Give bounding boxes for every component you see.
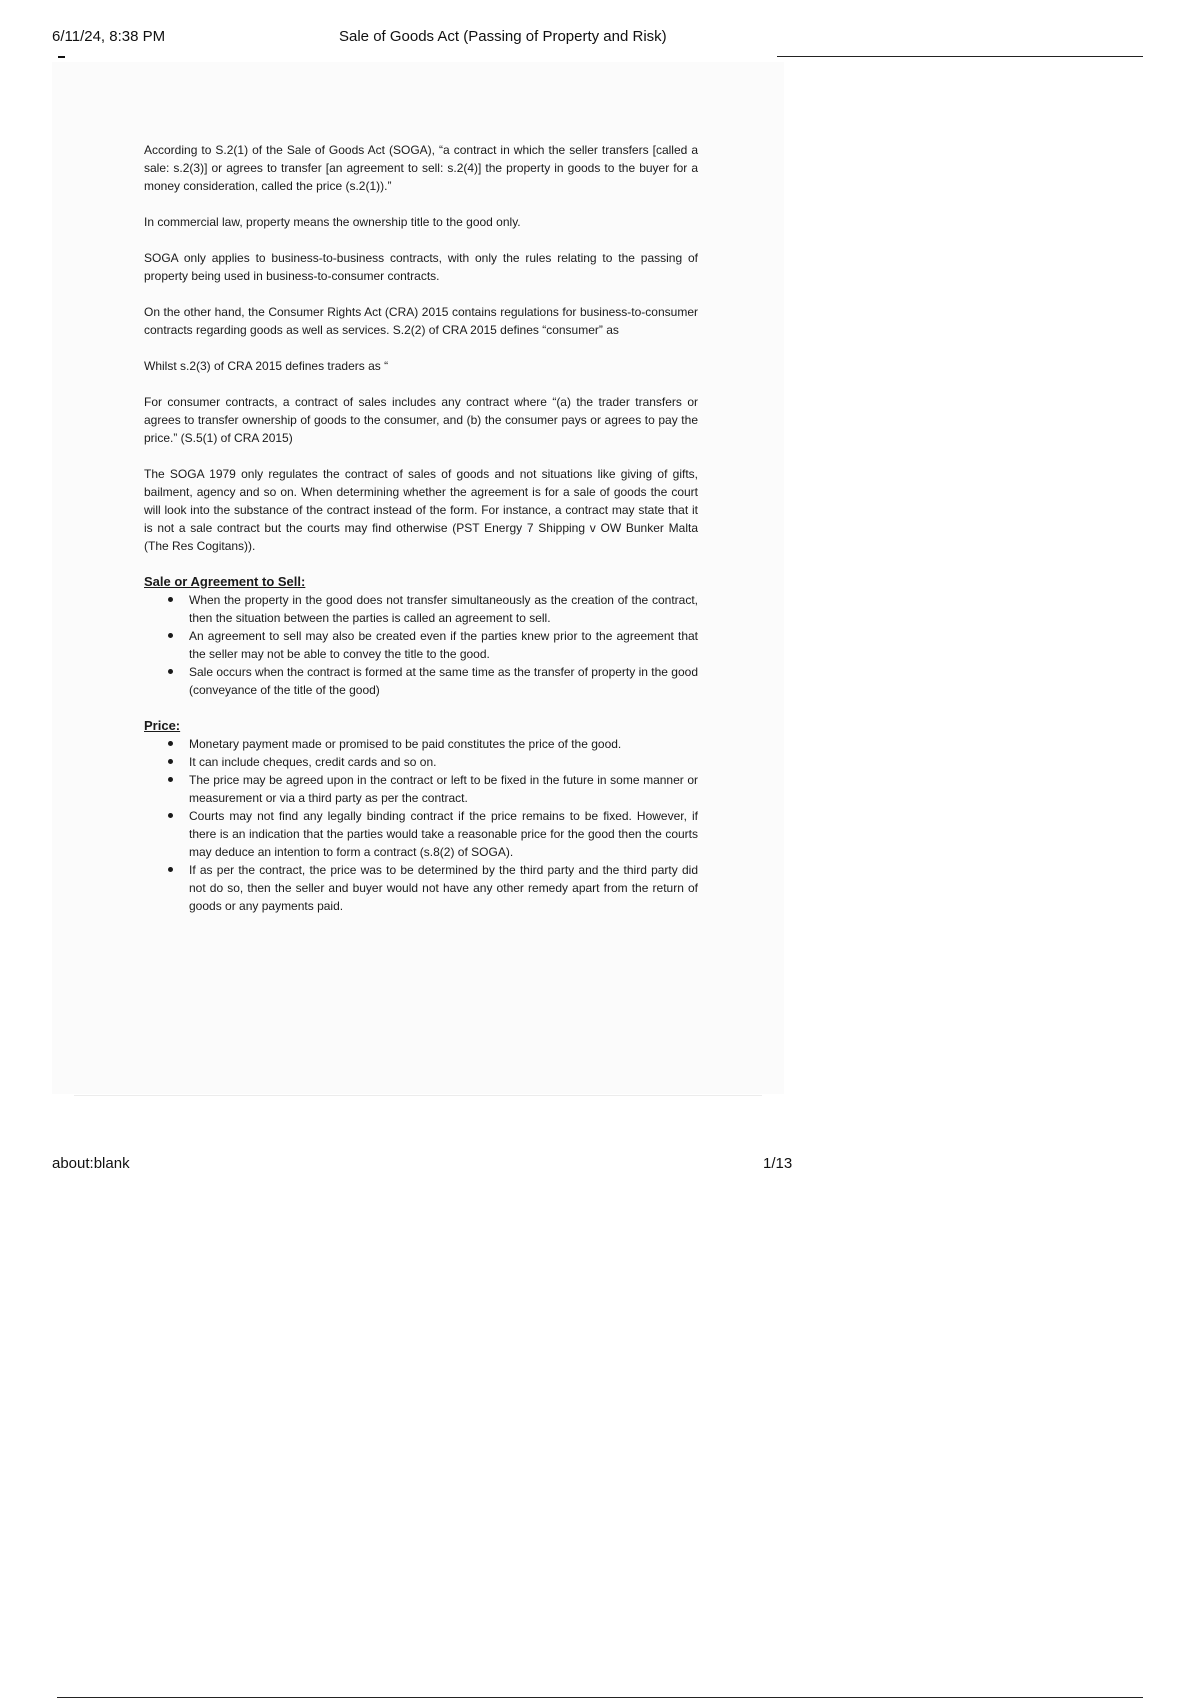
paragraph-cra-consumer: On the other hand, the Consumer Rights Act (CRA) 2015 contains regulations for business-to-consumer contracts regarding goods as well as services. S.2(2) of CRA 2015 defines “consumer” as	[144, 305, 698, 337]
print-date: 6/11/24, 8:38 PM	[52, 28, 166, 45]
heading-sale-or-agreement: Sale or Agreement to Sell:	[144, 574, 306, 589]
list-item: Sale occurs when the contract is formed at the same time as the transfer of property in the good (conveyance of the title of the good)	[189, 665, 698, 697]
paragraph-soga-scope: SOGA only applies to business-to-business contracts, with only the rules relating to the passing of property being used in business-to-consumer contracts.	[144, 251, 698, 283]
list-item: The price may be agreed upon in the contract or left to be fixed in the future in some manner or measurement or via a third party as per the contract.	[189, 773, 698, 805]
header-rule	[777, 56, 1143, 57]
paragraph-consumer-contracts: For consumer contracts, a contract of sales includes any contract where “(a) the trader transfers or agrees to transfer ownership of goods to the consumer, and (b) the consumer pays or agrees to pay the price.” (S.5(1) of CRA 2015)	[144, 395, 698, 445]
paragraph-soga-regulation: The SOGA 1979 only regulates the contract of sales of goods and not situations like giving of gifts, bailment, agency and so on. When determining whether the agreement is for a sale of goods the court will look into the substance of the contract instead of the form. For instance, a contract may state that it is not a sale contract but the courts may find otherwise (PST Energy 7 Shipping v OW Bunker Malta (The Res Cogitans)).	[144, 467, 698, 553]
list-item: When the property in the good does not transfer simultaneously as the creation of the contract, then the situation between the parties is called an agreement to sell.	[189, 593, 698, 625]
list-item: If as per the contract, the price was to be determined by the third party and the third party did not do so, then the seller and buyer would not have any other remedy apart from the return of goods or any payments paid.	[189, 863, 698, 913]
paragraph-property-meaning: In commercial law, property means the ownership title to the good only.	[144, 215, 521, 229]
list-item: Courts may not find any legally binding contract if the price remains to be fixed. However, if there is an indication that the parties would take a reasonable price for the good then the courts may deduce an intention to form a contract (s.8(2) of SOGA).	[189, 809, 698, 859]
footer-rule	[57, 1697, 1143, 1698]
list-item: Monetary payment made or promised to be paid constitutes the price of the good.	[189, 735, 698, 753]
page-number: 1/13	[763, 1155, 793, 1172]
list-item: An agreement to sell may also be created even if the parties knew prior to the agreement that the seller may not be able to convey the title to the good.	[189, 629, 698, 661]
sale-bullet-list	[144, 591, 698, 699]
paragraph-soga-definition: According to S.2(1) of the Sale of Goods Act (SOGA), “a contract in which the seller transfers [called a sale: s.2(3)] or agrees to transfer [an agreement to sell: s.2(4)] the property in goods to the buyer for a money consideration, called the price (s.2(1)).”	[144, 143, 698, 193]
document-body	[144, 141, 698, 933]
footer-url: about:blank	[52, 1155, 130, 1172]
print-document-title: Sale of Goods Act (Passing of Property and Risk)	[339, 28, 667, 45]
paragraph-cra-traders: Whilst s.2(3) of CRA 2015 defines traders as “	[144, 359, 389, 373]
header-tick-mark	[58, 56, 65, 58]
price-bullet-list	[144, 735, 698, 915]
heading-price: Price:	[144, 718, 181, 733]
list-item: It can include cheques, credit cards and so on.	[189, 753, 698, 771]
